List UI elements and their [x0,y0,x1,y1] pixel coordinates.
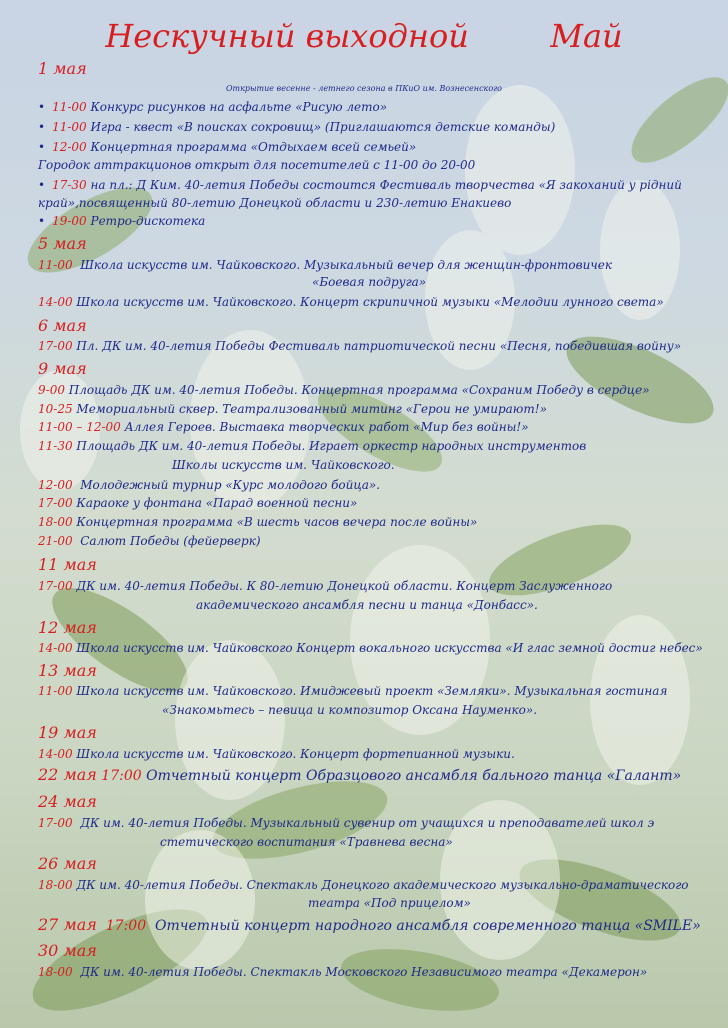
event-line: • 12-00 Концертная программа «Отдыхаем всей семьей» [38,140,417,154]
event-line: Городок аттракционов открыт для посетителей с 11-00 до 20-00 [38,158,476,172]
event-line: 12-00 Молодежный турнир «Курс молодого бойца». [38,478,381,492]
event-line: 21-00 Салют Победы (фейерверк) [38,534,261,548]
bullet-icon: • [38,140,46,154]
event-line: 18-00 ДК им. 40-летия Победы. Спектакль Донецкого академического музыкально-драматического [38,878,689,892]
event-line: 11-00 Школа искусств им. Чайковского. Музыкальный вечер для женщин-фронтовичек [38,258,613,272]
bullet-icon: • [38,178,46,192]
event-line: стетического воспитания «Травнева весна» [160,835,453,849]
bullet-icon: • [38,100,46,114]
day-heading: 26 мая [38,854,97,873]
event-line: 22 мая 17:00 Отчетный концерт Образцового ансамбля бального танца «Галант» [38,765,682,784]
event-line: 14-00 Школа искусств им. Чайковского Концерт вокального искусства «И глас земной достиг небес» [38,641,703,655]
event-line: «Знакомьтесь – певица и композитор Оксана Науменко». [162,703,538,717]
event-line: Открытие весенне - летнего сезона в ПКиО им. Вознесенского [225,84,502,93]
event-line: 17-00 ДК им. 40-летия Победы. Музыкальный сувенир от учащихся и преподавателей школ э [38,816,655,830]
day-heading: 13 мая [38,661,97,680]
event-line: • 19-00 Ретро-дискотека [38,214,206,228]
event-line: край»,посвященный 80-летию Донецкой области и 230-летию Енакиево [38,196,512,210]
day-heading: 5 мая [38,234,87,253]
event-line: 14-00 Школа искусств им. Чайковского. Концерт скрипичной музыки «Мелодии лунного света» [38,295,664,309]
event-line: 18-00 Концертная программа «В шесть часов вечера после войны» [38,515,478,529]
bullet-icon: • [38,214,46,228]
event-line: • 11-00 Игра - квест «В поисках сокровищ» (Приглашаются детские команды) [38,120,556,134]
day-heading: 24 мая [38,792,97,811]
event-line: • 11-00 Конкурс рисунков на асфальте «Рисую лето» [38,100,388,114]
event-line: 11-00 – 12-00 Аллея Героев. Выставка творческих работ «Мир без войны!» [38,420,529,434]
event-line: 11-00 Школа искусств им. Чайковского. Имиджевый проект «Земляки». Музыкальная гостиная [38,684,668,698]
day-heading: 30 мая [38,941,97,960]
event-line: 14-00 Школа искусств им. Чайковского. Концерт фортепианной музыки. [38,747,515,761]
event-line: 17-00 ДК им. 40-летия Победы. К 80-летию Донецкой области. Концерт Заслуженного [38,579,613,593]
event-line: театра «Под прицелом» [308,896,471,910]
day-heading: 12 мая [38,618,97,637]
event-line: 18-00 ДК им. 40-летия Победы. Спектакль Московского Независимого театра «Декамерон» [38,965,648,979]
bullet-icon: • [38,120,46,134]
day-heading: 9 мая [38,359,87,378]
event-line: Школы искусств им. Чайковского. [172,458,395,472]
day-heading: 6 мая [38,316,87,335]
event-line: 17-00 Караоке у фонтана «Парад военной песни» [38,496,358,510]
day-heading: 19 мая [38,723,97,742]
event-line: академического ансамбля песни и танца «Донбасс». [196,598,538,612]
event-line: 11-30 Площадь ДК им. 40-летия Победы. Играет оркестр народных инструментов [38,439,587,453]
day-heading: 11 мая [38,555,97,574]
event-line: 27 мая 17:00 Отчетный концерт народного ансамбля современного танца «SMILE» [38,915,701,934]
event-line: 17-00 Пл. ДК им. 40-летия Победы Фестиваль патриотической песни «Песня, победившая войну» [38,339,682,353]
day-heading: 1 мая [38,59,87,78]
event-line: 9-00 Площадь ДК им. 40-летия Победы. Концертная программа «Сохраним Победу в сердце» [38,383,650,397]
event-line: 10-25 Мемориальный сквер. Театрализованный митинг «Герои не умирают!» [38,402,547,416]
event-line: • 17-30 на пл.: Д Ким. 40-летия Победы состоится Фестиваль творчества «Я закоханий у рідний [38,178,682,192]
poster-title: Нескучный выходной Май [105,17,623,55]
event-line: «Боевая подруга» [312,275,427,289]
